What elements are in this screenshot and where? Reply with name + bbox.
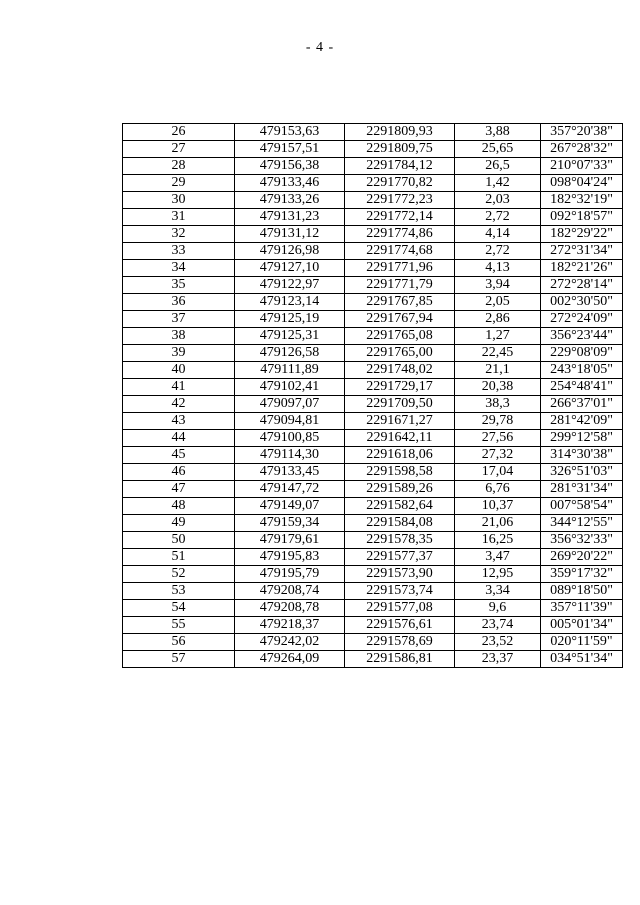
bearing-cell: 229°08'09" (541, 345, 623, 362)
bearing-cell: 020°11'59" (541, 634, 623, 651)
x-coordinate-cell: 479097,07 (235, 396, 345, 413)
table-row (123, 158, 623, 175)
distance-cell: 10,37 (455, 498, 541, 515)
x-coordinate-cell: 479264,09 (235, 651, 345, 668)
distance-cell: 2,72 (455, 243, 541, 260)
point-number-cell: 42 (123, 396, 235, 413)
y-coordinate-cell: 2291586,81 (345, 651, 455, 668)
x-coordinate-cell: 479114,30 (235, 447, 345, 464)
coordinates-table-body (123, 124, 623, 668)
point-number-cell: 46 (123, 464, 235, 481)
bearing-cell: 267°28'32" (541, 141, 623, 158)
distance-cell: 1,42 (455, 175, 541, 192)
bearing-cell: 034°51'34" (541, 651, 623, 668)
point-number-cell: 41 (123, 379, 235, 396)
table-row (123, 311, 623, 328)
x-coordinate-cell: 479133,26 (235, 192, 345, 209)
table-row (123, 209, 623, 226)
x-coordinate-cell: 479102,41 (235, 379, 345, 396)
y-coordinate-cell: 2291772,14 (345, 209, 455, 226)
y-coordinate-cell: 2291671,27 (345, 413, 455, 430)
bearing-cell: 299°12'58" (541, 430, 623, 447)
x-coordinate-cell: 479125,19 (235, 311, 345, 328)
x-coordinate-cell: 479157,51 (235, 141, 345, 158)
table-row (123, 226, 623, 243)
table-row (123, 532, 623, 549)
y-coordinate-cell: 2291577,37 (345, 549, 455, 566)
x-coordinate-cell: 479127,10 (235, 260, 345, 277)
y-coordinate-cell: 2291642,11 (345, 430, 455, 447)
distance-cell: 2,72 (455, 209, 541, 226)
y-coordinate-cell: 2291573,74 (345, 583, 455, 600)
y-coordinate-cell: 2291589,26 (345, 481, 455, 498)
table-row (123, 396, 623, 413)
table-row (123, 260, 623, 277)
y-coordinate-cell: 2291598,58 (345, 464, 455, 481)
x-coordinate-cell: 479156,38 (235, 158, 345, 175)
bearing-cell: 356°32'33" (541, 532, 623, 549)
page-number: - 4 - (305, 40, 335, 55)
bearing-cell: 092°18'57" (541, 209, 623, 226)
distance-cell: 9,6 (455, 600, 541, 617)
bearing-cell: 356°23'44" (541, 328, 623, 345)
table-row (123, 362, 623, 379)
table-row (123, 345, 623, 362)
point-number-cell: 28 (123, 158, 235, 175)
distance-cell: 2,86 (455, 311, 541, 328)
table-row (123, 413, 623, 430)
distance-cell: 17,04 (455, 464, 541, 481)
bearing-cell: 314°30'38" (541, 447, 623, 464)
distance-cell: 27,56 (455, 430, 541, 447)
point-number-cell: 51 (123, 549, 235, 566)
y-coordinate-cell: 2291772,23 (345, 192, 455, 209)
point-number-cell: 47 (123, 481, 235, 498)
bearing-cell: 281°31'34" (541, 481, 623, 498)
point-number-cell: 53 (123, 583, 235, 600)
bearing-cell: 007°58'54" (541, 498, 623, 515)
distance-cell: 22,45 (455, 345, 541, 362)
table-row (123, 277, 623, 294)
x-coordinate-cell: 479131,12 (235, 226, 345, 243)
table-row (123, 175, 623, 192)
distance-cell: 25,65 (455, 141, 541, 158)
table-row (123, 192, 623, 209)
x-coordinate-cell: 479195,83 (235, 549, 345, 566)
point-number-cell: 50 (123, 532, 235, 549)
point-number-cell: 39 (123, 345, 235, 362)
point-number-cell: 55 (123, 617, 235, 634)
distance-cell: 23,37 (455, 651, 541, 668)
x-coordinate-cell: 479126,58 (235, 345, 345, 362)
distance-cell: 3,47 (455, 549, 541, 566)
x-coordinate-cell: 479195,79 (235, 566, 345, 583)
x-coordinate-cell: 479149,07 (235, 498, 345, 515)
distance-cell: 23,74 (455, 617, 541, 634)
point-number-cell: 35 (123, 277, 235, 294)
y-coordinate-cell: 2291578,69 (345, 634, 455, 651)
y-coordinate-cell: 2291576,61 (345, 617, 455, 634)
y-coordinate-cell: 2291765,00 (345, 345, 455, 362)
x-coordinate-cell: 479125,31 (235, 328, 345, 345)
x-coordinate-cell: 479126,98 (235, 243, 345, 260)
point-number-cell: 57 (123, 651, 235, 668)
x-coordinate-cell: 479153,63 (235, 124, 345, 141)
table-row (123, 294, 623, 311)
point-number-cell: 49 (123, 515, 235, 532)
bearing-cell: 089°18'50" (541, 583, 623, 600)
x-coordinate-cell: 479133,45 (235, 464, 345, 481)
point-number-cell: 30 (123, 192, 235, 209)
bearing-cell: 272°31'34" (541, 243, 623, 260)
distance-cell: 3,94 (455, 277, 541, 294)
distance-cell: 16,25 (455, 532, 541, 549)
bearing-cell: 005°01'34" (541, 617, 623, 634)
y-coordinate-cell: 2291573,90 (345, 566, 455, 583)
table-row (123, 379, 623, 396)
point-number-cell: 26 (123, 124, 235, 141)
point-number-cell: 45 (123, 447, 235, 464)
point-number-cell: 31 (123, 209, 235, 226)
table-row (123, 430, 623, 447)
x-coordinate-cell: 479100,85 (235, 430, 345, 447)
point-number-cell: 56 (123, 634, 235, 651)
distance-cell: 12,95 (455, 566, 541, 583)
x-coordinate-cell: 479131,23 (235, 209, 345, 226)
bearing-cell: 098°04'24" (541, 175, 623, 192)
table-row (123, 515, 623, 532)
distance-cell: 20,38 (455, 379, 541, 396)
table-row (123, 447, 623, 464)
distance-cell: 3,34 (455, 583, 541, 600)
point-number-cell: 40 (123, 362, 235, 379)
point-number-cell: 27 (123, 141, 235, 158)
bearing-cell: 359°17'32" (541, 566, 623, 583)
point-number-cell: 37 (123, 311, 235, 328)
x-coordinate-cell: 479159,34 (235, 515, 345, 532)
table-row (123, 498, 623, 515)
bearing-cell: 182°32'19" (541, 192, 623, 209)
x-coordinate-cell: 479111,89 (235, 362, 345, 379)
distance-cell: 2,05 (455, 294, 541, 311)
point-number-cell: 43 (123, 413, 235, 430)
bearing-cell: 243°18'05" (541, 362, 623, 379)
point-number-cell: 33 (123, 243, 235, 260)
table-row (123, 141, 623, 158)
point-number-cell: 36 (123, 294, 235, 311)
bearing-cell: 357°11'39" (541, 600, 623, 617)
x-coordinate-cell: 479094,81 (235, 413, 345, 430)
point-number-cell: 48 (123, 498, 235, 515)
y-coordinate-cell: 2291809,93 (345, 124, 455, 141)
bearing-cell: 254°48'41" (541, 379, 623, 396)
x-coordinate-cell: 479208,78 (235, 600, 345, 617)
y-coordinate-cell: 2291771,79 (345, 277, 455, 294)
table-row (123, 549, 623, 566)
bearing-cell: 269°20'22" (541, 549, 623, 566)
bearing-cell: 182°29'22" (541, 226, 623, 243)
bearing-cell: 357°20'38" (541, 124, 623, 141)
bearing-cell: 272°24'09" (541, 311, 623, 328)
y-coordinate-cell: 2291774,68 (345, 243, 455, 260)
x-coordinate-cell: 479218,37 (235, 617, 345, 634)
distance-cell: 6,76 (455, 481, 541, 498)
distance-cell: 1,27 (455, 328, 541, 345)
point-number-cell: 29 (123, 175, 235, 192)
table-row (123, 124, 623, 141)
y-coordinate-cell: 2291767,94 (345, 311, 455, 328)
x-coordinate-cell: 479242,02 (235, 634, 345, 651)
point-number-cell: 52 (123, 566, 235, 583)
x-coordinate-cell: 479123,14 (235, 294, 345, 311)
distance-cell: 27,32 (455, 447, 541, 464)
y-coordinate-cell: 2291584,08 (345, 515, 455, 532)
x-coordinate-cell: 479133,46 (235, 175, 345, 192)
table-row (123, 566, 623, 583)
distance-cell: 3,88 (455, 124, 541, 141)
point-number-cell: 44 (123, 430, 235, 447)
bearing-cell: 344°12'55" (541, 515, 623, 532)
bearing-cell: 281°42'09" (541, 413, 623, 430)
y-coordinate-cell: 2291771,96 (345, 260, 455, 277)
y-coordinate-cell: 2291774,86 (345, 226, 455, 243)
bearing-cell: 002°30'50" (541, 294, 623, 311)
table-row (123, 600, 623, 617)
distance-cell: 23,52 (455, 634, 541, 651)
y-coordinate-cell: 2291784,12 (345, 158, 455, 175)
table-row (123, 617, 623, 634)
distance-cell: 4,14 (455, 226, 541, 243)
table-row (123, 328, 623, 345)
y-coordinate-cell: 2291709,50 (345, 396, 455, 413)
table-row (123, 651, 623, 668)
y-coordinate-cell: 2291809,75 (345, 141, 455, 158)
y-coordinate-cell: 2291748,02 (345, 362, 455, 379)
point-number-cell: 38 (123, 328, 235, 345)
y-coordinate-cell: 2291729,17 (345, 379, 455, 396)
y-coordinate-cell: 2291618,06 (345, 447, 455, 464)
distance-cell: 26,5 (455, 158, 541, 175)
x-coordinate-cell: 479147,72 (235, 481, 345, 498)
table-row (123, 583, 623, 600)
y-coordinate-cell: 2291767,85 (345, 294, 455, 311)
y-coordinate-cell: 2291770,82 (345, 175, 455, 192)
point-number-cell: 32 (123, 226, 235, 243)
bearing-cell: 266°37'01" (541, 396, 623, 413)
x-coordinate-cell: 479122,97 (235, 277, 345, 294)
x-coordinate-cell: 479208,74 (235, 583, 345, 600)
distance-cell: 21,1 (455, 362, 541, 379)
distance-cell: 21,06 (455, 515, 541, 532)
distance-cell: 4,13 (455, 260, 541, 277)
point-number-cell: 54 (123, 600, 235, 617)
y-coordinate-cell: 2291578,35 (345, 532, 455, 549)
distance-cell: 29,78 (455, 413, 541, 430)
table-row (123, 243, 623, 260)
coordinates-table (122, 123, 623, 668)
y-coordinate-cell: 2291765,08 (345, 328, 455, 345)
distance-cell: 38,3 (455, 396, 541, 413)
bearing-cell: 210°07'33" (541, 158, 623, 175)
bearing-cell: 272°28'14" (541, 277, 623, 294)
table-row (123, 464, 623, 481)
bearing-cell: 182°21'26" (541, 260, 623, 277)
bearing-cell: 326°51'03" (541, 464, 623, 481)
x-coordinate-cell: 479179,61 (235, 532, 345, 549)
y-coordinate-cell: 2291577,08 (345, 600, 455, 617)
y-coordinate-cell: 2291582,64 (345, 498, 455, 515)
point-number-cell: 34 (123, 260, 235, 277)
table-row (123, 634, 623, 651)
table-row (123, 481, 623, 498)
distance-cell: 2,03 (455, 192, 541, 209)
